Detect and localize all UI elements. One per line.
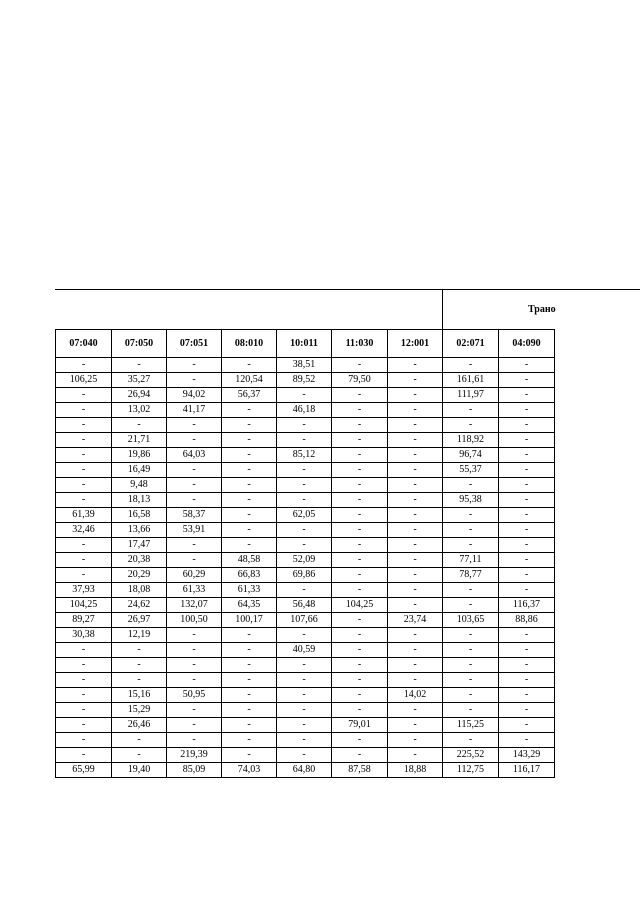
table-cell: - [332, 643, 388, 658]
table-cell: - [499, 478, 555, 493]
table-cell: 104,25 [56, 598, 112, 613]
table-row [56, 463, 555, 478]
table-cell: - [112, 358, 167, 373]
table-cell: - [499, 388, 555, 403]
table-cell: - [222, 538, 277, 553]
table-cell: 100,50 [167, 613, 222, 628]
table-cell: - [443, 598, 499, 613]
table-cell: - [167, 643, 222, 658]
column-header: 08:010 [222, 330, 277, 358]
table-cell: - [332, 568, 388, 583]
table-cell: - [332, 733, 388, 748]
table-row [56, 373, 555, 388]
table-cell: - [222, 493, 277, 508]
table-row [56, 493, 555, 508]
table-cell: 107,66 [277, 613, 332, 628]
table-cell: - [499, 538, 555, 553]
table-cell: - [388, 718, 443, 733]
table-cell: - [167, 463, 222, 478]
table-cell: - [388, 568, 443, 583]
table-cell: - [56, 538, 112, 553]
table-cell: - [332, 463, 388, 478]
table-cell: - [112, 418, 167, 433]
column-header: 07:040 [56, 330, 112, 358]
table-cell: - [332, 403, 388, 418]
table-cell: - [277, 688, 332, 703]
table-cell: - [332, 658, 388, 673]
group-header-label: Трано [528, 304, 556, 315]
table-cell: - [499, 463, 555, 478]
table-cell: - [443, 643, 499, 658]
table-cell: - [222, 508, 277, 523]
table-row [56, 673, 555, 688]
table-cell: 46,18 [277, 403, 332, 418]
table-cell: - [56, 448, 112, 463]
table-row [56, 538, 555, 553]
table-cell: - [499, 673, 555, 688]
column-header: 02:071 [443, 330, 499, 358]
table-row [56, 613, 555, 628]
table-cell: - [443, 523, 499, 538]
table-cell: 37,93 [56, 583, 112, 598]
group-divider [442, 289, 443, 329]
table-cell: 26,46 [112, 718, 167, 733]
table-cell: 56,37 [222, 388, 277, 403]
table-cell: - [499, 508, 555, 523]
table-cell: - [167, 478, 222, 493]
table-cell: - [443, 583, 499, 598]
table-row [56, 658, 555, 673]
table-cell: 65,99 [56, 763, 112, 778]
table-cell: - [332, 673, 388, 688]
table-body [56, 358, 555, 778]
table-cell: - [222, 523, 277, 538]
data-table [55, 329, 555, 778]
table-group-header-band [55, 289, 640, 329]
table-cell: - [388, 748, 443, 763]
table-cell: 115,25 [443, 718, 499, 733]
table-cell: 87,58 [332, 763, 388, 778]
table-cell: - [56, 568, 112, 583]
table-cell: 120,54 [222, 373, 277, 388]
table-row [56, 478, 555, 493]
table-cell: 143,29 [499, 748, 555, 763]
table-cell: - [388, 433, 443, 448]
table-cell: - [277, 388, 332, 403]
table-cell: - [388, 463, 443, 478]
table-cell: - [499, 733, 555, 748]
table-cell: - [112, 748, 167, 763]
table-cell: 40,59 [277, 643, 332, 658]
table-cell: 26,97 [112, 613, 167, 628]
table-cell: 64,80 [277, 763, 332, 778]
table-cell: - [499, 433, 555, 448]
table-cell: - [222, 688, 277, 703]
table-cell: 15,16 [112, 688, 167, 703]
table-cell: 85,12 [277, 448, 332, 463]
table-cell: - [388, 628, 443, 643]
table-cell: - [277, 478, 332, 493]
table-cell: - [56, 748, 112, 763]
table-cell: - [332, 613, 388, 628]
table-row [56, 553, 555, 568]
table-cell: - [56, 418, 112, 433]
table-cell: - [277, 583, 332, 598]
table-cell: - [499, 568, 555, 583]
table-cell: - [167, 658, 222, 673]
table-cell: - [443, 418, 499, 433]
table-row [56, 388, 555, 403]
table-cell: - [277, 733, 332, 748]
table-cell: 225,52 [443, 748, 499, 763]
table-cell: 53,91 [167, 523, 222, 538]
table-cell: - [167, 493, 222, 508]
table-cell: - [443, 478, 499, 493]
table-cell: 48,58 [222, 553, 277, 568]
table-cell: - [499, 358, 555, 373]
table-cell: 112,75 [443, 763, 499, 778]
table-cell: 13,02 [112, 403, 167, 418]
table-cell: - [332, 388, 388, 403]
table-cell: - [499, 553, 555, 568]
table-cell: - [499, 658, 555, 673]
table-cell: 19,86 [112, 448, 167, 463]
table-cell: 61,33 [167, 583, 222, 598]
table-cell: 35,27 [112, 373, 167, 388]
table-cell: - [56, 673, 112, 688]
table-cell: 116,17 [499, 763, 555, 778]
table-row [56, 703, 555, 718]
table-cell: 19,40 [112, 763, 167, 778]
table-row [56, 628, 555, 643]
table-cell: - [222, 403, 277, 418]
table-cell: - [56, 358, 112, 373]
table-cell: - [222, 643, 277, 658]
table-cell: - [167, 373, 222, 388]
table-cell: 111,97 [443, 388, 499, 403]
table-row [56, 688, 555, 703]
table-cell: 104,25 [332, 598, 388, 613]
column-header: 11:030 [332, 330, 388, 358]
table-cell: 21,71 [112, 433, 167, 448]
table-cell: - [443, 673, 499, 688]
table-cell: 20,29 [112, 568, 167, 583]
table-cell: - [167, 553, 222, 568]
column-header-row [56, 330, 555, 358]
table-cell: - [388, 403, 443, 418]
table-row [56, 568, 555, 583]
table-cell: - [332, 478, 388, 493]
table-cell: 60,29 [167, 568, 222, 583]
table-cell: - [443, 628, 499, 643]
table-cell: - [56, 478, 112, 493]
table-cell: - [167, 628, 222, 643]
table-cell: - [443, 688, 499, 703]
table-cell: - [388, 733, 443, 748]
column-header: 04:090 [499, 330, 555, 358]
table-cell: 62,05 [277, 508, 332, 523]
table-cell: 95,38 [443, 493, 499, 508]
table-cell: - [222, 733, 277, 748]
table-row [56, 448, 555, 463]
table-cell: - [332, 508, 388, 523]
table-cell: - [277, 538, 332, 553]
table-cell: - [277, 718, 332, 733]
table-cell: - [167, 703, 222, 718]
table-cell: - [56, 433, 112, 448]
table-cell: - [332, 448, 388, 463]
table-cell: - [388, 598, 443, 613]
table-cell: - [167, 433, 222, 448]
table-cell: - [332, 523, 388, 538]
table-cell: - [222, 718, 277, 733]
table-cell: - [56, 718, 112, 733]
table-cell: - [332, 553, 388, 568]
table-cell: - [388, 703, 443, 718]
table-row [56, 733, 555, 748]
table-row [56, 403, 555, 418]
table-cell: - [332, 418, 388, 433]
table-cell: - [388, 673, 443, 688]
table-cell: - [222, 433, 277, 448]
column-header: 10:011 [277, 330, 332, 358]
table-cell: 94,02 [167, 388, 222, 403]
table-cell: - [499, 523, 555, 538]
table-cell: 13,66 [112, 523, 167, 538]
table-cell: - [443, 658, 499, 673]
table-cell: 14,02 [388, 688, 443, 703]
data-sheet [55, 289, 640, 793]
table-cell: - [388, 508, 443, 523]
table-cell: - [388, 538, 443, 553]
table-cell: 116,37 [499, 598, 555, 613]
table-cell: - [277, 493, 332, 508]
table-cell: - [56, 688, 112, 703]
table-cell: 30,38 [56, 628, 112, 643]
table-cell: - [388, 583, 443, 598]
table-cell: 58,37 [167, 508, 222, 523]
table-cell: - [499, 373, 555, 388]
table-cell: 78,77 [443, 568, 499, 583]
table-cell: 74,03 [222, 763, 277, 778]
table-cell: - [499, 643, 555, 658]
table-cell: - [277, 433, 332, 448]
table-cell: - [277, 703, 332, 718]
table-cell: 56,48 [277, 598, 332, 613]
table-cell: 88,86 [499, 613, 555, 628]
table-cell: - [56, 403, 112, 418]
table-cell: 161,61 [443, 373, 499, 388]
table-cell: - [332, 628, 388, 643]
table-cell: - [443, 358, 499, 373]
table-cell: - [222, 418, 277, 433]
table-cell: 18,13 [112, 493, 167, 508]
table-cell: - [332, 748, 388, 763]
table-cell: 18,88 [388, 763, 443, 778]
table-cell: - [332, 538, 388, 553]
table-cell: - [332, 358, 388, 373]
table-row [56, 748, 555, 763]
table-cell: 100,17 [222, 613, 277, 628]
table-cell: 64,35 [222, 598, 277, 613]
table-cell: - [388, 523, 443, 538]
table-row [56, 643, 555, 658]
table-cell: - [56, 643, 112, 658]
table-cell: 26,94 [112, 388, 167, 403]
table-cell: 106,25 [56, 373, 112, 388]
table-cell: 85,09 [167, 763, 222, 778]
table-cell: 23,74 [388, 613, 443, 628]
table-cell: - [167, 733, 222, 748]
table-cell: - [388, 658, 443, 673]
table-cell: 15,29 [112, 703, 167, 718]
table-cell: - [222, 673, 277, 688]
table-cell: - [388, 478, 443, 493]
table-cell: - [112, 643, 167, 658]
table-cell: - [222, 628, 277, 643]
table-cell: 24,62 [112, 598, 167, 613]
table-cell: - [277, 628, 332, 643]
column-header: 07:050 [112, 330, 167, 358]
table-cell: - [332, 493, 388, 508]
table-cell: 79,50 [332, 373, 388, 388]
table-cell: - [443, 508, 499, 523]
table-cell: - [499, 628, 555, 643]
table-cell: - [443, 733, 499, 748]
table-cell: - [499, 583, 555, 598]
table-cell: - [277, 418, 332, 433]
table-cell: - [443, 538, 499, 553]
table-cell: - [332, 433, 388, 448]
table-cell: - [499, 688, 555, 703]
table-cell: - [332, 583, 388, 598]
table-cell: - [388, 448, 443, 463]
table-cell: - [388, 643, 443, 658]
table-cell: - [112, 673, 167, 688]
table-cell: - [388, 358, 443, 373]
table-cell: 41,17 [167, 403, 222, 418]
table-cell: - [499, 703, 555, 718]
table-cell: 16,49 [112, 463, 167, 478]
table-cell: - [443, 703, 499, 718]
table-top-border [55, 289, 640, 290]
table-cell: 69,86 [277, 568, 332, 583]
table-cell: 17,47 [112, 538, 167, 553]
table-cell: 38,51 [277, 358, 332, 373]
table-cell: - [112, 733, 167, 748]
table-row [56, 433, 555, 448]
table-cell: - [56, 703, 112, 718]
table-cell: - [167, 673, 222, 688]
table-cell: 103,65 [443, 613, 499, 628]
table-cell: - [56, 388, 112, 403]
table-cell: - [388, 493, 443, 508]
table-cell: - [388, 418, 443, 433]
table-cell: - [443, 403, 499, 418]
table-cell: - [222, 703, 277, 718]
table-cell: - [222, 463, 277, 478]
table-cell: - [112, 658, 167, 673]
table-cell: 18,08 [112, 583, 167, 598]
table-cell: 77,11 [443, 553, 499, 568]
table-row [56, 358, 555, 373]
table-cell: - [332, 703, 388, 718]
table-cell: 89,27 [56, 613, 112, 628]
table-row [56, 718, 555, 733]
table-cell: - [56, 463, 112, 478]
table-cell: 219,39 [167, 748, 222, 763]
table-cell: 61,33 [222, 583, 277, 598]
table-cell: - [277, 658, 332, 673]
table-cell: - [222, 448, 277, 463]
table-cell: 89,52 [277, 373, 332, 388]
table-cell: - [222, 358, 277, 373]
column-header: 12:001 [388, 330, 443, 358]
table-cell: 96,74 [443, 448, 499, 463]
table-cell: - [222, 658, 277, 673]
table-cell: - [167, 418, 222, 433]
table-cell: - [56, 553, 112, 568]
table-cell: 64,03 [167, 448, 222, 463]
table-row [56, 523, 555, 538]
table-cell: 16,58 [112, 508, 167, 523]
table-cell: - [277, 748, 332, 763]
table-cell: - [499, 403, 555, 418]
table-cell: 9,48 [112, 478, 167, 493]
table-cell: - [167, 358, 222, 373]
table-cell: - [388, 388, 443, 403]
table-cell: - [167, 718, 222, 733]
table-cell: - [277, 523, 332, 538]
table-cell: - [332, 688, 388, 703]
table-cell: - [499, 418, 555, 433]
table-cell: - [56, 658, 112, 673]
table-cell: - [56, 493, 112, 508]
table-cell: 66,83 [222, 568, 277, 583]
table-cell: 12,19 [112, 628, 167, 643]
table-cell: 61,39 [56, 508, 112, 523]
table-row [56, 583, 555, 598]
table-row [56, 763, 555, 778]
table-cell: 118,92 [443, 433, 499, 448]
table-cell: - [222, 478, 277, 493]
table-cell: - [499, 718, 555, 733]
table-cell: 52,09 [277, 553, 332, 568]
table-cell: - [499, 493, 555, 508]
table-cell: - [388, 553, 443, 568]
table-row [56, 508, 555, 523]
table-cell: - [277, 673, 332, 688]
table-cell: - [388, 373, 443, 388]
table-cell: - [56, 733, 112, 748]
table-cell: 132,07 [167, 598, 222, 613]
table-cell: - [222, 748, 277, 763]
table-cell: - [499, 448, 555, 463]
table-row [56, 418, 555, 433]
table-cell: 20,38 [112, 553, 167, 568]
table-cell: 50,95 [167, 688, 222, 703]
table-cell: - [277, 463, 332, 478]
table-cell: - [167, 538, 222, 553]
table-cell: 79,01 [332, 718, 388, 733]
table-cell: 32,46 [56, 523, 112, 538]
column-header: 07:051 [167, 330, 222, 358]
table-row [56, 598, 555, 613]
table-cell: 55,37 [443, 463, 499, 478]
